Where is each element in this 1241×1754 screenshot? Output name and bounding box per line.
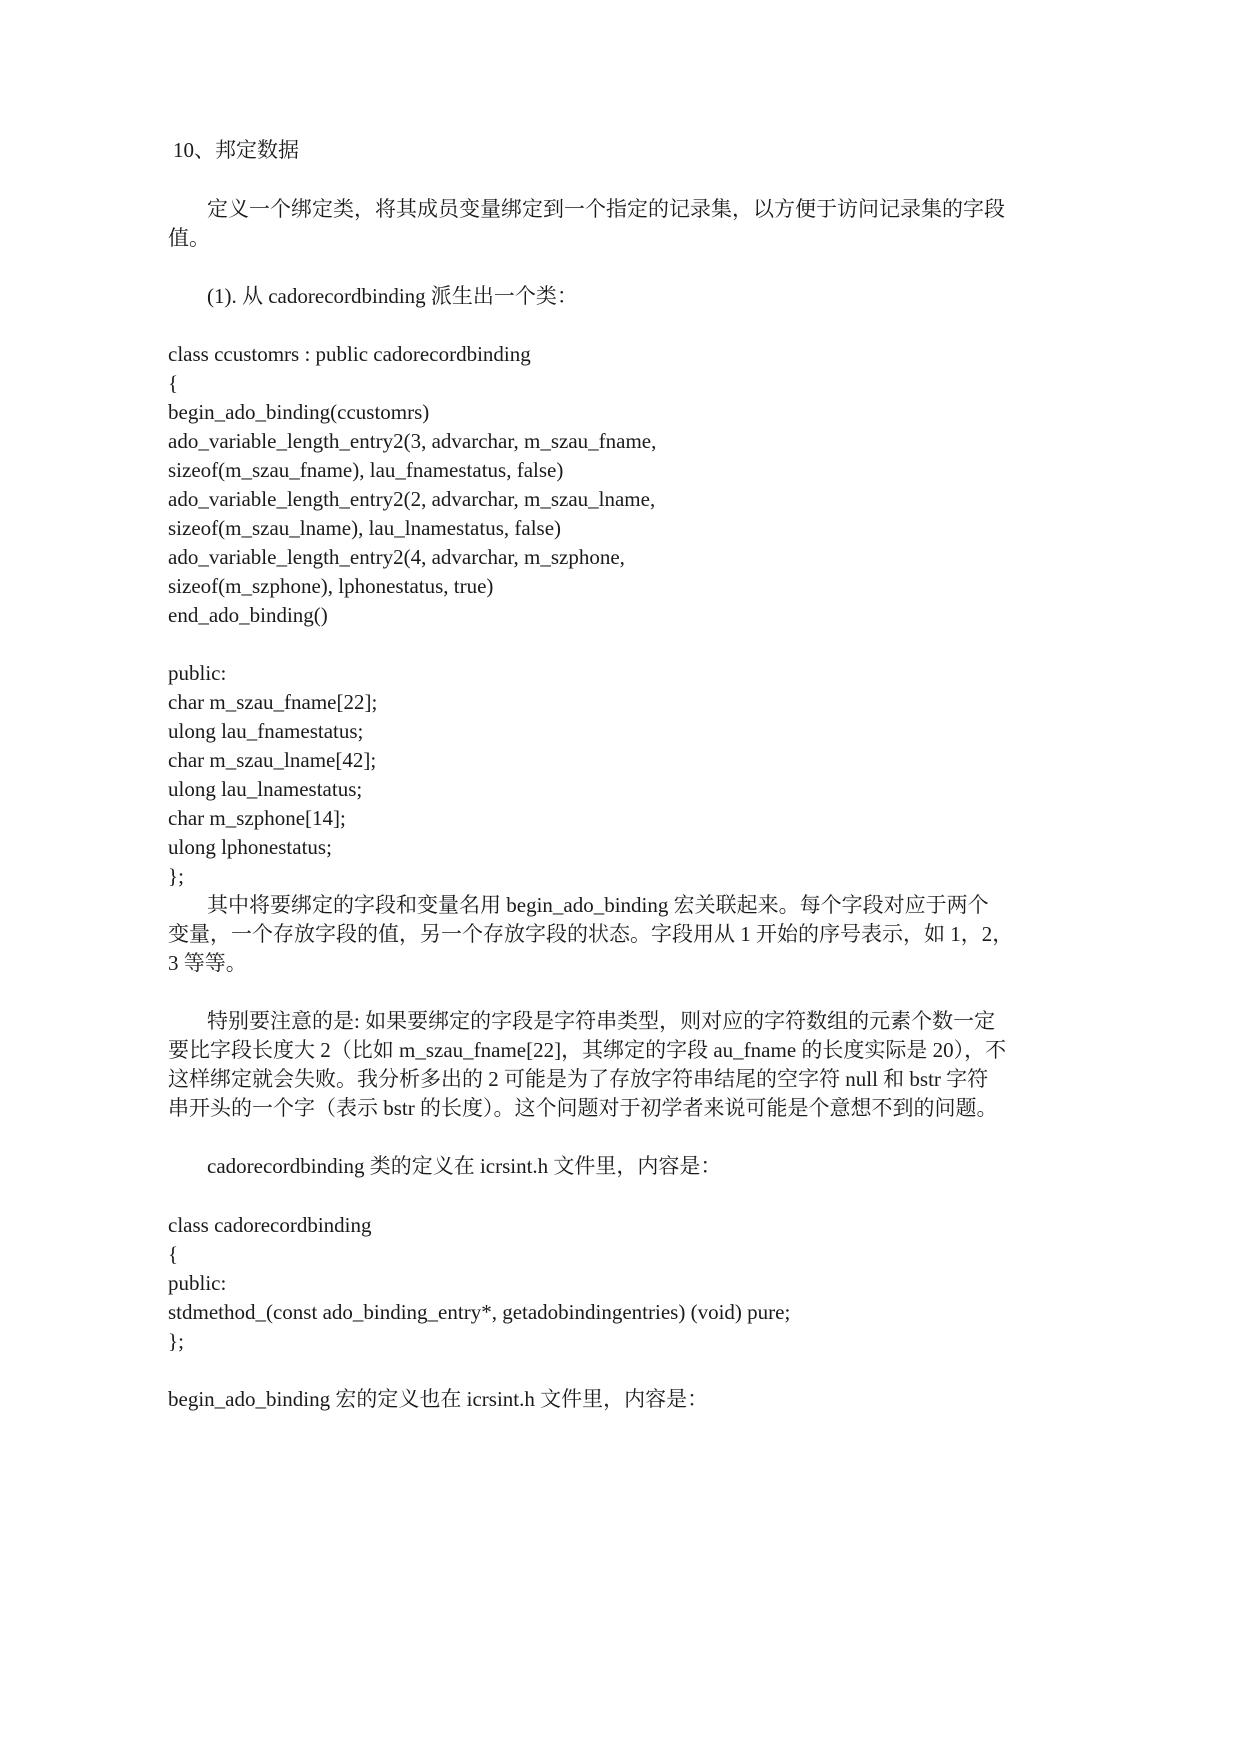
code-line: class ccustomrs : public cadorecordbinding <box>168 342 531 366</box>
code-line: sizeof(m_szphone), lphonestatus, true) <box>168 574 494 598</box>
code-line: ulong lphonestatus; <box>168 835 332 859</box>
paragraph-line: 其中将要绑定的字段和变量名用 begin_ado_binding 宏关联起来。每个字段对应于两个 <box>207 893 989 917</box>
code-line: stdmethod_(const ado_binding_entry*, getadobindingentries) (void) pure; <box>168 1300 791 1324</box>
code-line: begin_ado_binding(ccustomrs) <box>168 400 430 424</box>
code-line: ado_variable_length_entry2(3, advarchar, m_szau_fname, <box>168 429 657 453</box>
explanation-paragraph-4: begin_ado_binding 宏的定义也在 icrsint.h 文件里，内容是： <box>168 1387 709 1411</box>
paragraph-line: 要比字段长度大 2（比如 m_szau_fname[22]，其绑定的字段 au_fname 的长度实际是 20），不 <box>168 1038 1007 1062</box>
intro-line-2: 值。 <box>168 226 210 250</box>
explanation-paragraph-3: cadorecordbinding 类的定义在 icrsint.h 文件里，内容是： <box>207 1154 722 1178</box>
code-line: ado_variable_length_entry2(2, advarchar, m_szau_lname, <box>168 487 656 511</box>
code-line: { <box>168 371 179 395</box>
code-line: }; <box>168 1329 184 1353</box>
code-line: char m_szphone[14]; <box>168 806 346 830</box>
code-line: sizeof(m_szau_fname), lau_fnamestatus, false) <box>168 458 564 482</box>
intro-line-1: 定义一个绑定类，将其成员变量绑定到一个指定的记录集，以方便于访问记录集的字段 <box>207 197 1005 221</box>
code-line: end_ado_binding() <box>168 603 328 627</box>
code-line: class cadorecordbinding <box>168 1213 372 1237</box>
paragraph-line: 这样绑定就会失败。我分析多出的 2 可能是为了存放字符串结尾的空字符 null 和 bstr 字符 <box>168 1067 989 1091</box>
paragraph-line: 特别要注意的是: 如果要绑定的字段是字符串类型，则对应的字符数组的元素个数一定 <box>207 1009 996 1033</box>
code-line: public: <box>168 1271 227 1295</box>
code-line: ulong lau_lnamestatus; <box>168 777 363 801</box>
code-line: { <box>168 1242 179 1266</box>
code-line: char m_szau_fname[22]; <box>168 690 378 714</box>
paragraph-line: 串开头的一个字（表示 bstr 的长度）。这个问题对于初学者来说可能是个意想不到的问题。 <box>168 1096 998 1120</box>
code-line: char m_szau_lname[42]; <box>168 748 377 772</box>
code-line: }; <box>168 864 184 888</box>
code-line: ulong lau_fnamestatus; <box>168 719 364 743</box>
step-1-heading: (1). 从 cadorecordbinding 派生出一个类： <box>207 284 578 308</box>
paragraph-line: 3 等等。 <box>168 951 247 975</box>
section-title: 10、邦定数据 <box>173 138 299 162</box>
paragraph-line: 变量，一个存放字段的值，另一个存放字段的状态。字段用从 1 开始的序号表示，如 1，2， <box>168 922 1014 946</box>
code-line: ado_variable_length_entry2(4, advarchar, m_szphone, <box>168 545 625 569</box>
code-line: public: <box>168 661 227 685</box>
code-line: sizeof(m_szau_lname), lau_lnamestatus, false) <box>168 516 562 540</box>
